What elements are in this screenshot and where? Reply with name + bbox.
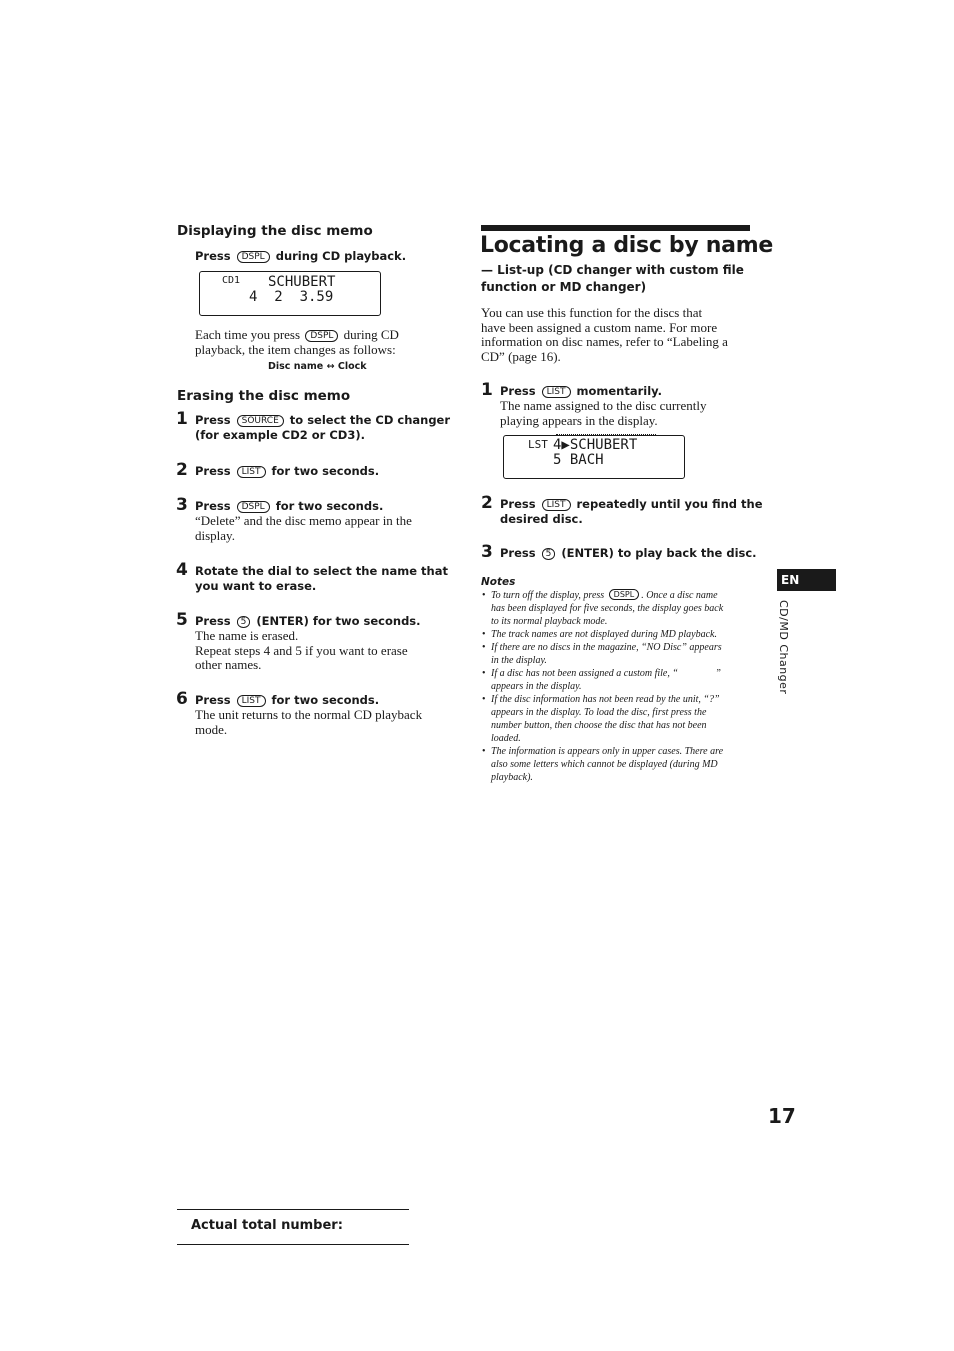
body-line: Repeat steps 4 and 5 if you want to erase	[195, 642, 408, 658]
double-arrow-icon: ↔	[326, 361, 335, 372]
body-line: other names.	[195, 657, 262, 672]
subtitle	[481, 262, 744, 296]
note-text: appears in the display. To load the disc, first press the	[491, 707, 707, 718]
instr-post: for two seconds.	[275, 499, 384, 513]
lcd-line1: SCHUBERT	[268, 274, 336, 290]
step-number: 1	[481, 380, 493, 400]
source-key-icon: SOURCE	[237, 415, 284, 427]
heading-erasing-disc-memo: Erasing the disc memo	[177, 388, 351, 404]
note-text: number button, then choose the disc that has not been	[491, 720, 707, 731]
page-number: 17	[768, 1104, 796, 1128]
erase-step-3	[195, 499, 383, 514]
cycle-clock: Clock	[337, 361, 367, 372]
lcd-label: LST	[528, 438, 548, 451]
list-step-1-body	[500, 399, 755, 428]
body-line: display.	[195, 527, 235, 543]
note-text: also some letters which cannot be displayed (during MD	[491, 759, 718, 770]
note-text: If there are no discs in the magazine, “NO Disc” appears	[491, 642, 722, 653]
list-key-icon: LIST	[542, 499, 571, 511]
erase-step-2	[195, 464, 379, 479]
instr-post: to select the CD changer	[289, 413, 451, 427]
instr-line2: you want to erase.	[195, 579, 317, 593]
instr-pre: Press	[195, 693, 231, 707]
list-step-3	[500, 546, 757, 561]
erase-step-1	[195, 413, 450, 443]
step-number: 4	[176, 560, 188, 580]
erase-step-5-body	[195, 629, 455, 673]
list-key-icon: LIST	[237, 695, 266, 707]
body-line: The name is erased.	[195, 628, 299, 643]
body-line: “Delete” and the disc memo appear in the	[195, 513, 412, 528]
cycle-diagram	[268, 361, 367, 372]
lcd-line2: 4 2 3.59	[249, 289, 334, 305]
erase-step-5	[195, 614, 421, 629]
lcd-label: CD1	[222, 275, 241, 286]
intro-line: have been assigned a custom name. For more	[481, 319, 718, 335]
notes-list	[482, 589, 753, 784]
body-pre: Each time you press	[195, 327, 301, 342]
step-number: 5	[176, 610, 188, 630]
lcd-line1: 4▶SCHUBERT	[553, 437, 638, 453]
intro-line: information on disc names, refer to “Labeling a	[481, 334, 728, 349]
note-text: playback).	[491, 772, 533, 783]
title-rule	[481, 225, 750, 231]
step-number: 6	[176, 689, 188, 709]
lcd-list-up	[503, 435, 685, 479]
heading-displaying-disc-memo: Displaying the disc memo	[177, 223, 373, 239]
instr-pre: Press	[500, 497, 536, 511]
note-item: • If there are no discs in the magazine, “NO Disc” appears in the display.	[491, 641, 753, 667]
instr-post: for two seconds.	[271, 693, 380, 707]
instr-pre: Press	[195, 413, 231, 427]
step-number: 1	[176, 409, 188, 429]
step-number: 2	[481, 493, 493, 513]
dspl-key-icon: DSPL	[237, 501, 270, 513]
section-tab-label: CD/MD Changer	[777, 600, 790, 695]
instr-pre: Press	[500, 546, 536, 560]
note-item: • If a disc has not been assigned a custom file, “ ” appears in the display.	[491, 667, 753, 693]
step-number: 3	[176, 495, 188, 515]
instr-post: during CD playback.	[275, 249, 407, 263]
instr-post: for two seconds.	[271, 464, 380, 478]
step-number: 3	[481, 542, 493, 562]
lcd-line2: 5 BACH	[553, 452, 604, 468]
body-line: playing appears in the display.	[500, 412, 658, 428]
page-title: Locating a disc by name	[480, 233, 773, 258]
instr-post: repeatedly until you find the	[576, 497, 763, 511]
note-item: • The information is appears only in upper cases. There are also some letters which cannot be displayed (during MD playback).	[491, 745, 753, 784]
dspl-key-icon: DSPL	[237, 251, 270, 263]
cycle-disc-name: Disc name	[268, 361, 324, 372]
erase-step-3-body	[195, 514, 455, 543]
body-line: The unit returns to the normal CD playback	[195, 707, 423, 722]
instruction-display-memo	[195, 249, 406, 264]
note-text: in the display.	[491, 655, 547, 666]
lcd-display-memo	[199, 271, 381, 316]
instr-post: (ENTER) to play back the disc.	[561, 546, 757, 560]
erase-step-4	[195, 564, 448, 594]
display-memo-body	[195, 328, 455, 357]
erase-step-6-body	[195, 708, 455, 737]
instr-pre: Press	[500, 384, 536, 398]
subtitle-line1: — List-up (CD changer with custom file	[481, 263, 744, 277]
notes-heading: Notes	[481, 576, 516, 588]
body-post1: during CD	[343, 327, 399, 342]
instr-line2: (for example CD2 or CD3).	[195, 428, 365, 442]
note-item: • The track names are not displayed during MD playback.	[491, 628, 753, 641]
body-line: The name assigned to the disc currently	[500, 398, 707, 413]
dspl-key-icon: DSPL	[609, 589, 640, 600]
body-line: mode.	[195, 721, 228, 737]
enter-key-icon: 5	[542, 548, 556, 560]
note-text: . Once a disc name	[641, 590, 718, 601]
note-text: appears in the display.	[491, 681, 582, 692]
language-tab: EN	[777, 569, 836, 591]
instr-pre: Press	[195, 464, 231, 478]
subtitle-line2: function or MD changer)	[481, 280, 647, 294]
erase-step-6	[195, 693, 379, 708]
intro-line: You can use this function for the discs that	[481, 305, 703, 320]
instr-line1: Rotate the dial to select the name that	[195, 564, 448, 578]
note-text: To turn off the display, press	[491, 590, 605, 601]
note-item: • If the disc information has not been read by the unit, “?” appears in the display. To load the disc, first press the number button, then choose the disc that has not been loaded.	[491, 693, 753, 745]
enter-key-icon: 5	[237, 616, 251, 628]
footer-rule-top	[177, 1209, 409, 1210]
footer-rule-bottom	[177, 1244, 409, 1245]
instr-pre: Press	[195, 614, 231, 628]
note-text: If the disc information has not been read by the unit, “?”	[491, 694, 720, 705]
note-text: has been displayed for five seconds, the display goes back	[491, 603, 724, 614]
note-text: The information is appears only in upper cases. There are	[491, 746, 724, 757]
instr-line2: desired disc.	[500, 512, 583, 526]
step-number: 2	[176, 460, 188, 480]
instr-post: (ENTER) for two seconds.	[256, 614, 421, 628]
intro-line: CD” (page 16).	[481, 348, 561, 364]
note-text: loaded.	[491, 733, 521, 744]
instr-post: momentarily.	[576, 384, 662, 398]
list-step-2	[500, 497, 763, 527]
instr-pre: Press	[195, 249, 231, 263]
note-text: If a disc has not been assigned a custom file, “ ”	[491, 668, 721, 679]
note-text: to its normal playback mode.	[491, 616, 608, 627]
body-post2: playback, the item changes as follows:	[195, 341, 396, 357]
list-key-icon: LIST	[542, 386, 571, 398]
note-text: The track names are not displayed during MD playback.	[491, 629, 717, 640]
instr-pre: Press	[195, 499, 231, 513]
intro-paragraph	[481, 306, 756, 364]
list-key-icon: LIST	[237, 466, 266, 478]
list-step-1	[500, 384, 662, 399]
dspl-key-icon: DSPL	[305, 330, 338, 342]
note-item: • To turn off the display, press DSPL . Once a disc name has been displayed for five seconds, the display goes back to its normal playback mode.	[491, 589, 753, 628]
footer-label: Actual total number:	[191, 1218, 343, 1233]
